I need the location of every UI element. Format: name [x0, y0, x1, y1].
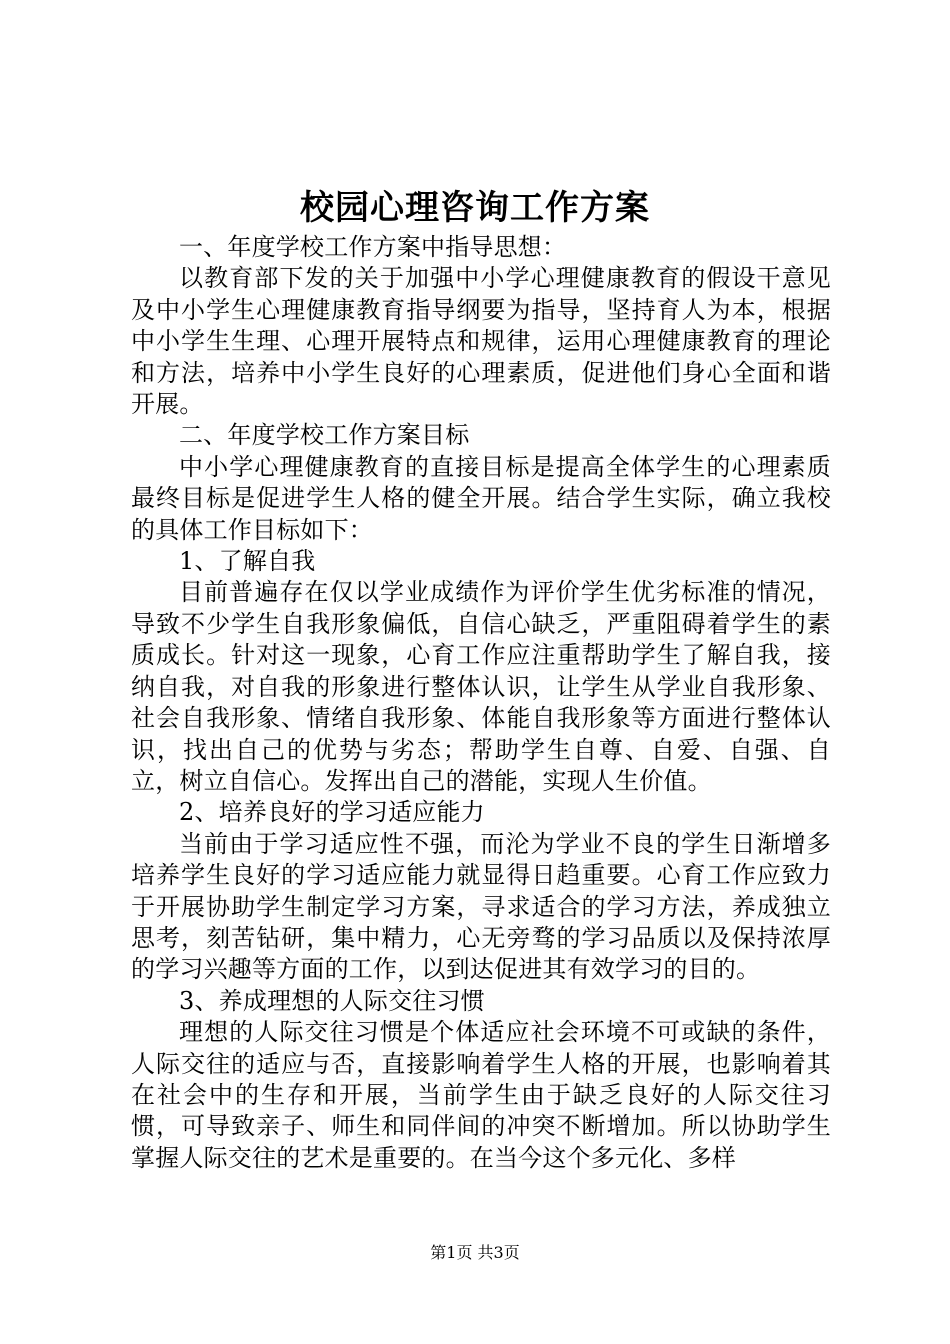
body-paragraph: 以教育部下发的关于加强中小学心理健康教育的假设干意见及中小学生心理健康教育指导纲要为指导，坚持育人为本，根据中小学生生理、心理开展特点和规律，运用心理健康教育的理论和方法，培养中小学生良好的心理素质，促进他们身心全面和谐开展。 [131, 264, 831, 419]
document-title: 校园心理咨询工作方案 [300, 188, 650, 228]
subsection-heading: 3、养成理想的人际交往习惯 [179, 986, 485, 1015]
page-number-footer: 第1页 共3页 [430, 1243, 520, 1262]
subsection-heading: 2、培养良好的学习适应能力 [179, 798, 485, 827]
body-paragraph: 目前普遍存在仅以学业成绩作为评价学生优劣标准的情况，导致不少学生自我形象偏低，自信心缺乏，严重阻碍着学生的素质成长。针对这一现象，心育工作应注重帮助学生了解自我，接纳自我，对自我的形象进行整体认识，让学生从学业自我形象、社会自我形象、情绪自我形象、体能自我形象等方面进行整体认识，找出自己的优势与劣态；帮助学生自尊、自爱、自强、自立，树立自信心。发挥出自己的潜能，实现人生价值。 [131, 578, 831, 795]
document-body [131, 232, 831, 1174]
body-paragraph: 当前由于学习适应性不强，而沦为学业不良的学生日渐增多培养学生良好的学习适应能力就显得日趋重要。心育工作应致力于开展协助学生制定学习方案，寻求适合的学习方法，养成独立思考，刻苦钻研，集中精力，心无旁骛的学习品质以及保持浓厚的学习兴趣等方面的工作，以到达促进其有效学习的目的。 [131, 829, 831, 984]
section-heading: 二、年度学校工作方案目标 [179, 421, 470, 450]
subsection-heading: 1、了解自我 [179, 547, 316, 576]
body-paragraph: 中小学心理健康教育的直接目标是提高全体学生的心理素质最终目标是促进学生人格的健全开展。结合学生实际，确立我校的具体工作目标如下： [131, 452, 831, 544]
body-paragraph: 理想的人际交往习惯是个体适应社会环境不可或缺的条件，人际交往的适应与否，直接影响着学生人格的开展，也影响着其在社会中的生存和开展，当前学生由于缺乏良好的人际交往习惯，可导致亲子、师生和同伴间的冲突不断增加。所以协助学生掌握人际交往的艺术是重要的。在当今这个多元化、多样 [131, 1018, 831, 1172]
section-heading: 一、年度学校工作方案中指导思想： [179, 233, 567, 261]
